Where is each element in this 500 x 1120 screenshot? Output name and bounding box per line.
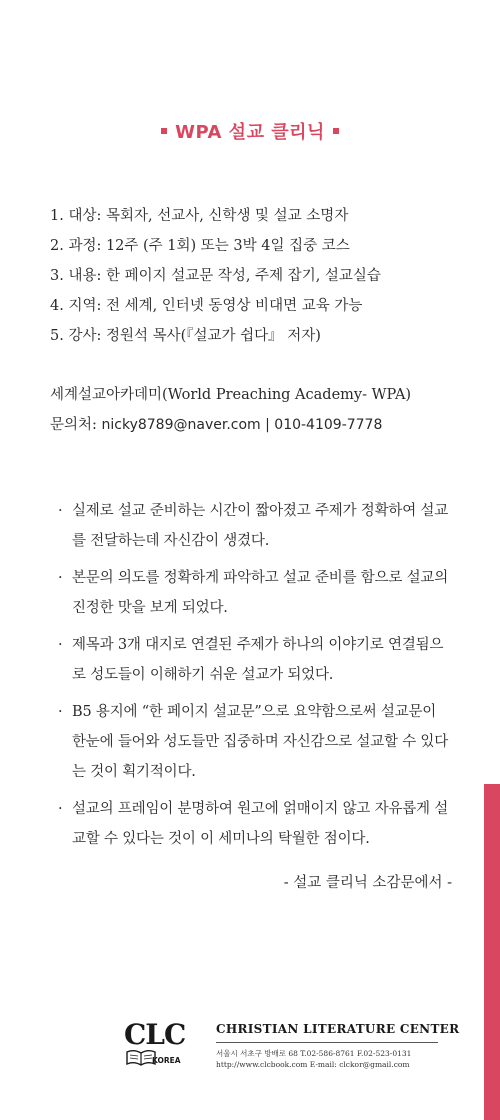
testimonial-item: · 실제로 설교 준비하는 시간이 짧아졌고 주제가 정확하여 설교를 전달하는데 자신감이 생겼다. — [58, 496, 453, 556]
square-bullet-icon — [333, 128, 339, 134]
info-item-region: 4. 지역: 전 세계, 인터넷 동영상 비대면 교육 가능 — [50, 298, 363, 314]
inquiry-line — [50, 410, 411, 440]
publisher-name: CHRISTIAN LITERATURE CENTER — [216, 1022, 460, 1036]
organization-name: 세계설교아카데미(World Preaching Academy- WPA) — [50, 387, 412, 403]
inquiry-label: 문의처: — [50, 417, 102, 433]
publisher-footer — [120, 1018, 460, 1078]
testimonial-source: - 설교 클리닉 소감문에서 - — [283, 875, 452, 891]
testimonial-item: · B5 용지에 “한 페이지 설교문”으로 요약함으로써 설교문이 한눈에 들어와 성도들만 집중하며 자신감으로 설교할 수 있다는 것이 획기적이다. — [58, 697, 453, 787]
footer-divider — [216, 1042, 438, 1043]
info-item-target: 1. 대상: 목회자, 선교사, 신학생 및 설교 소명자 — [50, 208, 349, 224]
page-title — [0, 118, 500, 144]
course-info-list — [50, 201, 381, 351]
title-text: WPA 설교 클리닉 — [175, 122, 325, 143]
info-item-instructor: 5. 강사: 정원석 목사(『설교가 쉽다』 저자) — [50, 328, 321, 344]
testimonial-item: · 설교의 프레임이 분명하여 원고에 얽매이지 않고 자유롭게 설교할 수 있다는 것이 이 세미나의 탁월한 점이다. — [58, 794, 453, 854]
info-item-content: 3. 내용: 한 페이지 설교문 작성, 주제 잡기, 설교실습 — [50, 268, 381, 284]
contact-block — [50, 380, 411, 440]
publisher-web: http://www.clcbook.com E-mail: clckor@gmail.com — [216, 1060, 410, 1069]
square-bullet-icon — [161, 128, 167, 134]
publisher-address: 서울시 서초구 방배로 68 T.02-586-8761 F.02-523-0131 — [216, 1049, 412, 1058]
inquiry-value: nicky8789@naver.com | 010-4109-7778 — [101, 417, 383, 433]
clc-logo — [120, 1018, 202, 1076]
accent-side-bar — [484, 784, 500, 1120]
testimonial-list — [58, 496, 453, 861]
testimonial-item: · 본문의 의도를 정확하게 파악하고 설교 준비를 함으로 설교의 진정한 맛을 보게 되었다. — [58, 563, 453, 623]
info-item-course: 2. 과정: 12주 (주 1회) 또는 3박 4일 집중 코스 — [50, 238, 350, 254]
logo-korea-text: KOREA — [152, 1056, 181, 1065]
testimonial-item: · 제목과 3개 대지로 연결된 주제가 하나의 이야기로 연결됨으로 성도들이 이해하기 쉬운 설교가 되었다. — [58, 630, 453, 690]
logo-text: CLC — [124, 1018, 186, 1051]
